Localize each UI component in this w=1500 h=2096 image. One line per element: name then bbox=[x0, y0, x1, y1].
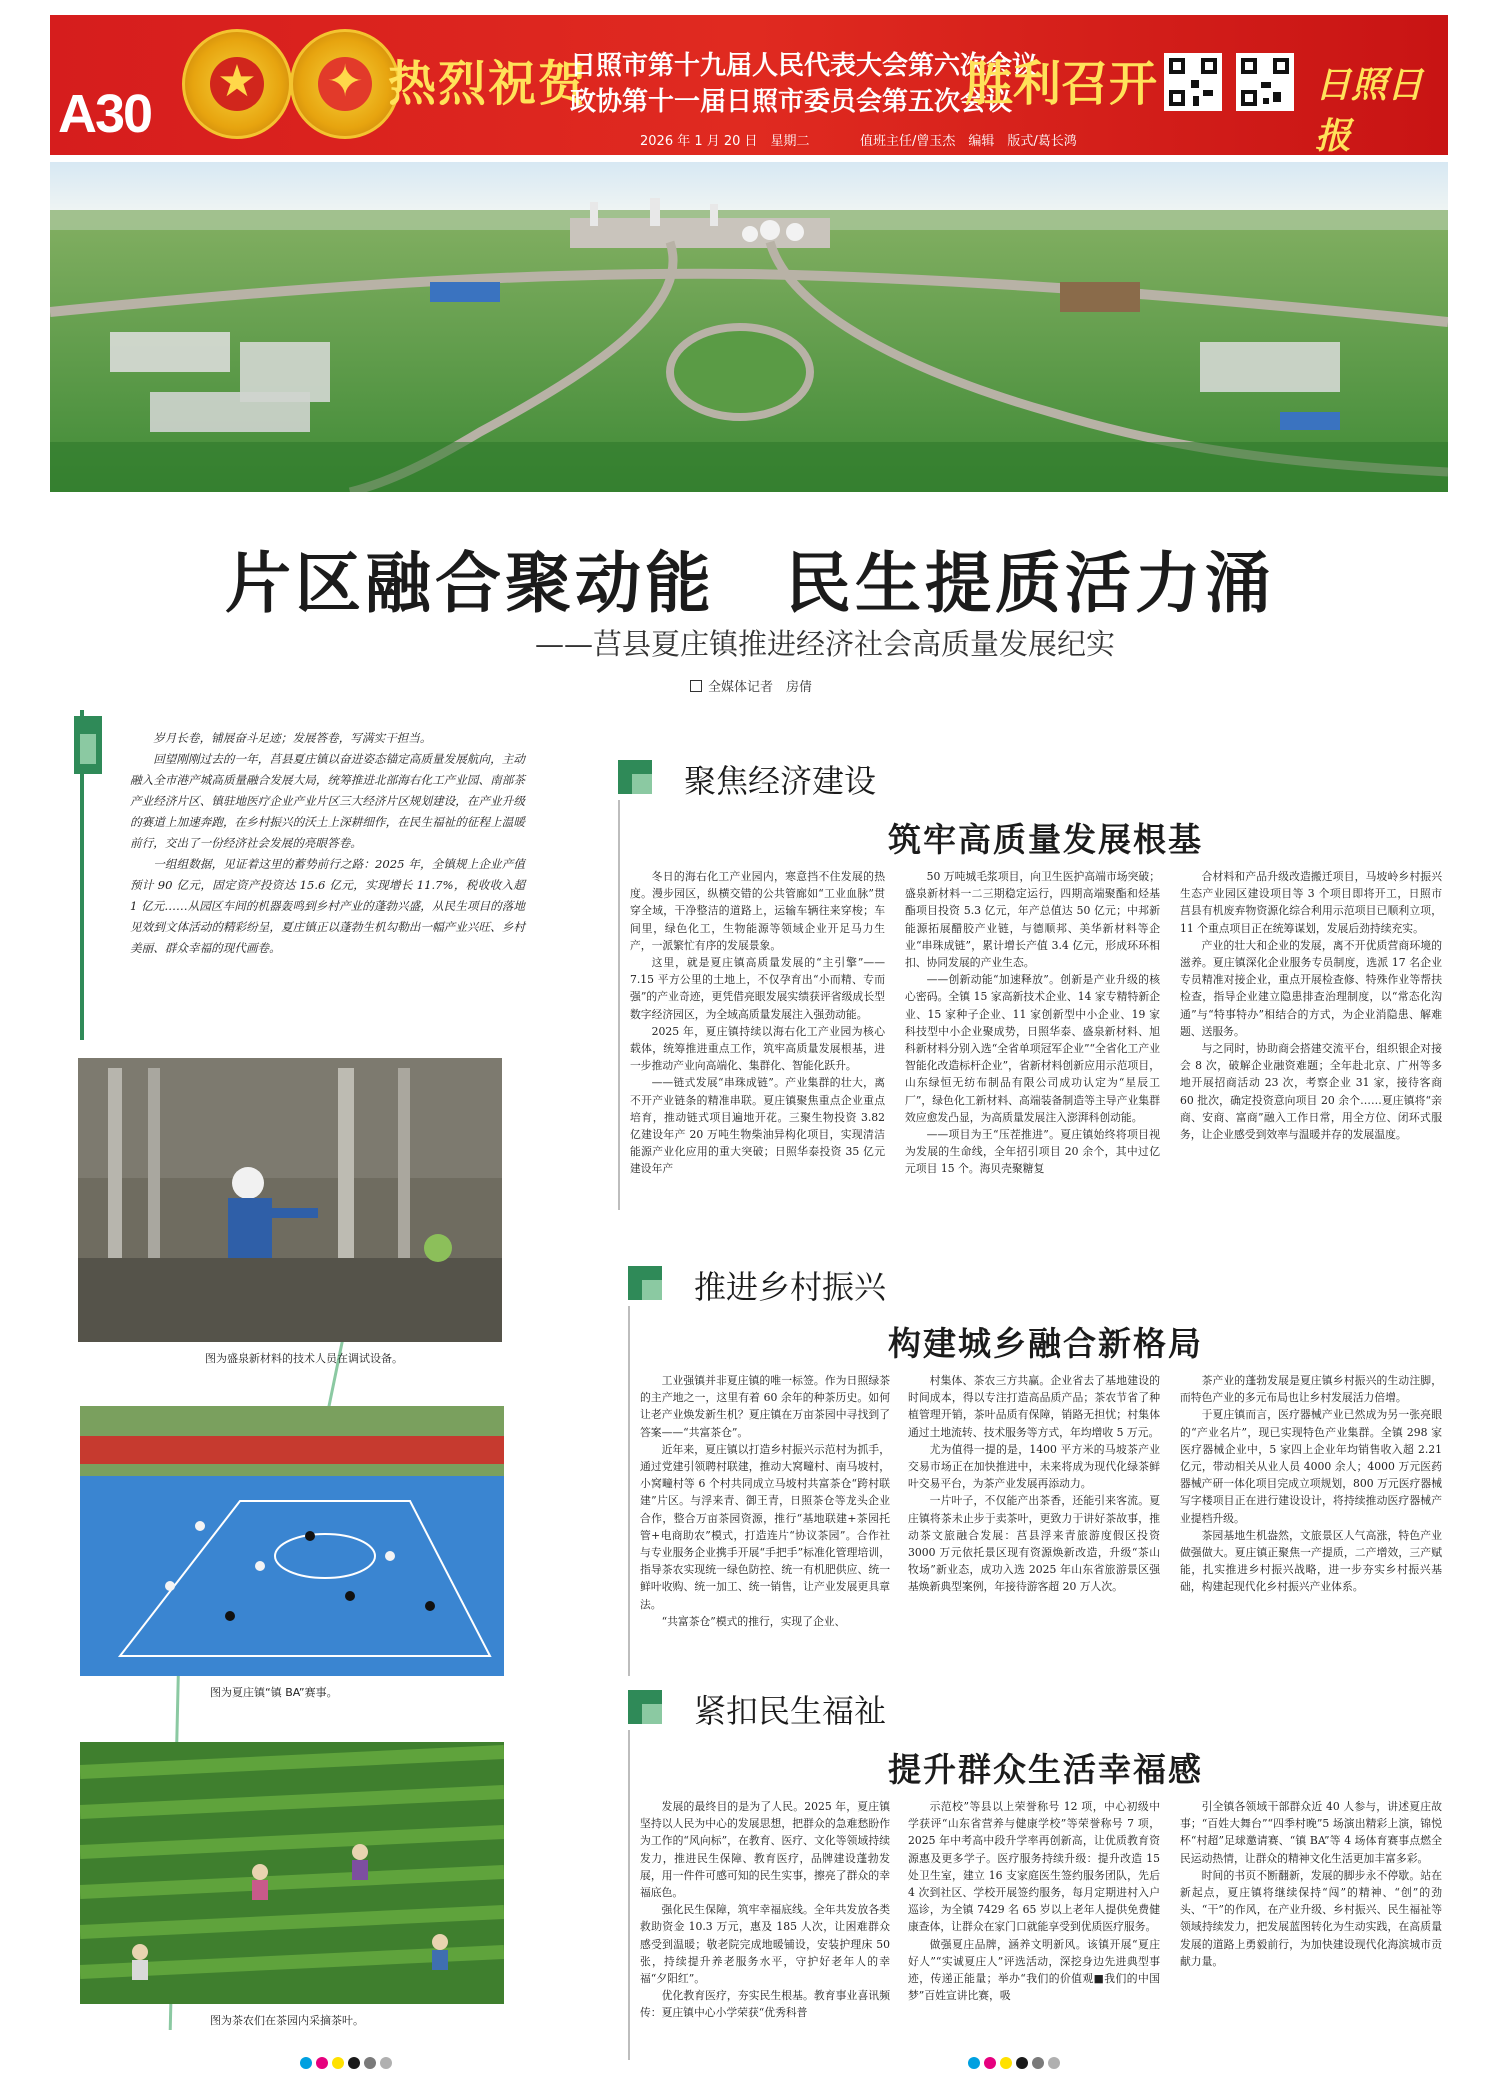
section-column bbox=[640, 1798, 890, 2038]
banner-cppcc-line: 政协第十一届日照市委员会第五次会议 bbox=[570, 87, 1013, 117]
column-text bbox=[630, 868, 885, 1178]
body-paragraph: 一片叶子，不仅能产出茶香，还能引来客流。夏庄镇将茶未止步于卖茶叶，更致力于讲好茶故事，推动茶文旅融合发展：莒县浮来青旅游度假区投资 3000 万元依托景区现有资源焕新改造，升级“茶山牧场”新业态，成功入选 2025 年山东省旅游景区强基焕新典型案例，年接待游客超 20 万人次。 bbox=[908, 1494, 1160, 1594]
intro-marker-accent bbox=[80, 734, 96, 764]
photo-technician bbox=[78, 1058, 502, 1342]
body-paragraph: 与之同时，协助商会搭建交流平台，组织银企对接会 8 次，破解企业融资难题；全年赴北京、广州等多地开展招商活动 23 次，考察企业 31 家，接待客商 60 批次，确定投资意向项目 20 余个……夏庄镇将“亲商、安商、富商”融入工作日常，用全方位、闭环式服务，让企业感受到效率与温暖并存的发展温度。 bbox=[1180, 1042, 1442, 1142]
print-registration-marks bbox=[300, 2054, 396, 2073]
intro-text bbox=[130, 728, 525, 959]
section-column bbox=[1180, 1798, 1442, 2038]
article-headline: 片区融合聚动能 民生提质活力涌 bbox=[225, 545, 1275, 622]
photo-caption: 图为夏庄镇“镇 BA”赛事。 bbox=[210, 1686, 338, 1699]
byline-text: 全媒体记者 房倩 bbox=[708, 680, 813, 695]
section-column bbox=[640, 1372, 890, 1630]
body-paragraph: 近年来，夏庄镇以打造乡村振兴示范村为抓手，通过党建引领聘村联建，推动大窝疃村、南马坡村，小窝疃村等 6 个村共同成立马坡村共富茶仓“跨村联建”片区。与浮来青、御王青，日照茶仓等龙头企业合作，整合万亩茶园资源，推行“基地联建+茶园托管+电商助农”模式，打造连片“协议茶园”。合作社与专业服务企业携手开展“手把手”标准化管理培训，指导茶农实现统一绿色防控、统一有机肥供应、统一鲜叶收购、统一加工、统一销售，让产业发展更具章法。 bbox=[640, 1442, 890, 1611]
national-emblem-icon: ★ bbox=[182, 29, 292, 139]
photo-tea-garden bbox=[80, 1742, 504, 2004]
body-paragraph: 工业强镇并非夏庄镇的唯一标签。作为日照绿茶的主产地之一，这里有着 60 余年的种茶历史。如何让老产业焕发新生机？夏庄镇在万亩茶园中寻找到了答案——“共富茶仓”。 bbox=[640, 1374, 890, 1439]
issue-date: 2026 年 1 月 20 日 星期二 bbox=[640, 134, 810, 149]
body-paragraph: 这里，就是夏庄镇高质量发展的“主引擎”——7.15 平方公里的土地上，不仅孕育出“小而精、专而强”的产业奇迹，更凭借亮眼发展实绩获评省级成长型数字经济园区，为全域高质量发展注入强劲动能。 bbox=[630, 956, 885, 1021]
intro-paragraph: 回望刚刚过去的一年，莒县夏庄镇以奋进姿态锚定高质量发展航向，主动融入全市港产城高质量融合发展大局，统筹推进北部海右化工产业园、南部茶产业经济片区、镇驻地医疗企业产业片区三大经济片区规划建设，在产业升级的赛道上加速奔跑，在乡村振兴的沃土上深耕细作，在民生福祉的征程上温暖前行，交出了一份经济社会发展的亮眼答卷。 bbox=[130, 752, 525, 850]
qr-code-icon[interactable] bbox=[1164, 53, 1222, 111]
section-column bbox=[908, 1798, 1160, 2038]
section-column bbox=[630, 868, 885, 1220]
column-text bbox=[908, 1372, 1160, 1596]
body-paragraph: ——项目为王“压茬推进”。夏庄镇始终将项目视为发展的生命线，全年招引项目 20 余个，其中过亿元项目 15 个。海贝壳聚糖复 bbox=[905, 1128, 1160, 1176]
body-paragraph: 于夏庄镇而言，医疗器械产业已然成为另一张亮眼的“产业名片”，现已实现特色产业集群。全镇 298 家医疗器械企业中，5 家四上企业年均销售收入超 2.21 亿元，带动相关从业人员 4000 余人；4000 万元医药器械产研一体化项目完成立项规划，800 万元医疗器械写字楼项目正在进行建设设计，将持续推动医疗器械产业提档升级。 bbox=[1180, 1408, 1442, 1525]
intro-paragraph: 一组组数据，见证着这里的蓄势前行之路：2025 年，全镇规上企业产值预计 90 亿元，固定资产投资达 15.6 亿元，实现增长 11.7%，税收收入超 1 亿元……从园区车间的机器轰鸣到乡村产业的蓬勃兴盛，从民生项目的落地见效到文体活动的精彩纷呈，夏庄镇正以蓬勃生机勾勒出一幅产业兴旺、乡村美丽、群众幸福的现代画卷。 bbox=[130, 857, 525, 955]
section-column bbox=[908, 1372, 1160, 1630]
section-heading-text: 紧扣民生福祉 bbox=[694, 1692, 887, 1730]
article-subheadline: ——莒县夏庄镇推进经济社会高质量发展纪实 bbox=[534, 627, 1115, 661]
tea-garden-photo-image bbox=[80, 1742, 504, 2004]
intro-box bbox=[80, 710, 535, 1040]
body-paragraph: 尤为值得一提的是，1400 平方米的马坡茶产业交易市场正在加快推进中，未来将成为现代化绿茶鲜叶交易平台，为茶产业发展再添动力。 bbox=[908, 1442, 1160, 1491]
technician-photo-image bbox=[78, 1058, 502, 1342]
body-paragraph: 示范校”等县以上荣誉称号 12 项，中心初级中学获评“山东省营养与健康学校”等荣誉称号 7 项，2025 年中考高中段升学率再创新高，让优质教育资源惠及更多学子。医疗服务持续升级：提升改造 15 处卫生室，建立 16 支家庭医生签约服务团队，先后 4 次到社区、学校开展签约服务，每月定期进村入户巡诊，为全镇 7429 名 65 岁以上老年人提供免费健康查体，让群众在家门口就能享受到优质医疗服务。 bbox=[908, 1800, 1160, 1934]
section-subheading: 提升群众生活幸福感 bbox=[888, 1750, 1203, 1789]
hero-aerial-photo bbox=[50, 162, 1448, 492]
banner-congress-line: 日照市第十九届人民代表大会第六次会议 bbox=[570, 51, 1039, 81]
masthead-banner bbox=[50, 15, 1448, 155]
body-paragraph: 产业的壮大和企业的发展，离不开优质营商环境的滋养。夏庄镇深化企业服务专员制度，选派 17 名企业专员精准对接企业，重点开展检查修、特殊作业等帮扶检查，指导企业建立隐患排查治理制度，以“常态化沟通”与“特事特办”相结合的方式，为企业消隐患、解难题、送服务。 bbox=[1180, 938, 1442, 1038]
section-subheading: 筑牢高质量发展根基 bbox=[888, 820, 1203, 859]
body-paragraph: ——创新动能“加速释放”。创新是产业升级的核心密码。全镇 15 家高新技术企业、14 家专精特新企业、15 家种子企业、11 家创新型中小企业、19 家科技型中小企业聚成势，日照华泰、盛泉新材料、旭科新材料分别入选“全省单项冠军企业”“全省化工产业智能化改造标杆企业”，省新材料创新应用示范项目，山东绿恒无纺布制品有限公司成功认定为“星辰工厂”，绿色化工新材料、高端装备制造等主导产业集群效应愈发凸显，为高质量发展注入澎湃科创动能。 bbox=[905, 973, 1160, 1124]
photo-caption: 图为盛泉新材料的技术人员在调试设备。 bbox=[205, 1352, 403, 1365]
intro-paragraph: 岁月长卷，铺展奋斗足迹；发展答卷，写满实干担当。 bbox=[153, 731, 432, 745]
newspaper-logo: 日照日报 bbox=[1315, 64, 1424, 157]
column-text bbox=[1180, 1798, 1442, 1970]
section-subheading: 构建城乡融合新格局 bbox=[888, 1324, 1203, 1363]
body-paragraph: 强化民生保障，筑牢幸福底线。全年共发放各类救助资金 10.3 万元，惠及 185 人次，让困难群众感受到温暖；敬老院完成地暖铺设，安装护理床 50 张，持续提升养老服务水平，守护好老年人的幸福“夕阳红”。 bbox=[640, 1903, 890, 1986]
qr-code-icon[interactable] bbox=[1236, 53, 1294, 111]
editor-credits: 值班主任/曾玉杰 编辑 版式/葛长鸿 bbox=[860, 134, 1077, 149]
print-registration-marks bbox=[968, 2054, 1064, 2073]
section-heading-text: 推进乡村振兴 bbox=[694, 1268, 887, 1306]
body-paragraph: 2025 年，夏庄镇持续以海右化工产业园为核心载体，统筹推进重点工作，筑牢高质量发展根基，进一步推动产业向高端化、集群化、智能化跃升。 bbox=[630, 1024, 885, 1073]
section-heading-text: 聚焦经济建设 bbox=[684, 762, 877, 800]
photo-basketball bbox=[80, 1406, 504, 1676]
column-text bbox=[908, 1798, 1160, 2004]
byline-box-icon bbox=[690, 680, 702, 692]
banner-greeting: 热烈祝贺 bbox=[388, 56, 589, 112]
body-paragraph: 做强夏庄品牌，涵养文明新风。该镇开展“夏庄好人”“实诚夏庄人”评选活动，深挖身边先进典型事迹，传递正能量；举办“我们的价值观■我们的中国梦”百姓宣讲比赛，吸 bbox=[908, 1937, 1160, 2003]
body-paragraph: 时间的书页不断翻新，发展的脚步永不停歇。站在新起点，夏庄镇将继续保持“闯”的精神、“创”的劲头、“干”的作风，在产业升级、乡村振兴、民生福祉等领域持续发力，把发展蓝图转化为生动实践，在高质量发展的道路上勇毅前行，为加快建设现代化海滨城市贡献力量。 bbox=[1180, 1868, 1442, 1968]
section-column bbox=[1180, 868, 1442, 1220]
body-paragraph: 村集体、茶农三方共赢。企业省去了基地建设的时间成本，得以专注打造高品质产品；茶农节省了种植管理开销，茶叶品质有保障，销路无担忧；村集体通过土地流转、技术服务等方式，年均增收 5 万元。 bbox=[908, 1374, 1160, 1439]
column-text bbox=[1180, 1372, 1442, 1596]
section-column bbox=[1180, 1372, 1442, 1630]
column-text bbox=[1180, 868, 1442, 1143]
column-text bbox=[640, 1372, 890, 1630]
section-column bbox=[905, 868, 1160, 1220]
body-paragraph: 发展的最终目的是为了人民。2025 年，夏庄镇坚持以人民为中心的发展思想，把群众的急难愁盼作为工作的“风向标”，在教育、医疗、文化等领域持续发力，推进民生保障、教育医疗，品牌建设蓬勃发展，用一件件可感可知的民生实事，擦亮了群众的幸福底色。 bbox=[640, 1800, 890, 1900]
byline bbox=[690, 676, 812, 695]
body-paragraph: 优化教育医疗，夯实民生根基。教育事业喜讯频传：夏庄镇中心小学荣获“优秀科普 bbox=[640, 1989, 890, 2020]
photo-caption: 图为茶农们在茶园内采摘茶叶。 bbox=[210, 2014, 364, 2027]
body-paragraph: 茶产业的蓬勃发展是夏庄镇乡村振兴的生动注脚，而特色产业的多元布局也让乡村发展活力倍增。 bbox=[1180, 1374, 1442, 1405]
body-paragraph: 合材料和产品升级改造搬迁项目，马坡岭乡村振兴生态产业园区建设项目等 3 个项目即将开工，日照市莒县有机废弃物资源化综合利用示范项目已顺利立项，11 个重点项目正在统筹谋划，发展后劲持续充实。 bbox=[1180, 870, 1442, 935]
basketball-photo-image bbox=[80, 1406, 504, 1676]
column-text bbox=[640, 1798, 890, 2022]
body-paragraph: ——链式发展“串珠成链”。产业集群的壮大，离不开产业链条的精准串联。夏庄镇聚焦重点企业重点培育，推动链式项目遍地开花。三聚生物投资 3.82 亿建设年产 20 万吨生物柴油异构化项目，实现清洁能源产业化应用的重大突破；日照华泰投资 35 亿元建设年产 bbox=[630, 1076, 885, 1176]
column-text bbox=[905, 868, 1160, 1178]
body-paragraph: 冬日的海右化工产业园内，寒意挡不住发展的热度。漫步园区，纵横交错的公共管廊如“工业血脉”贯穿全域，干净整洁的道路上，运输车辆往来穿梭；车间里，绿色化工，生物能源等领域企业开足马力生产，一派繁忙有序的发展景象。 bbox=[630, 870, 885, 952]
aerial-industrial-park-image bbox=[50, 162, 1448, 492]
body-paragraph: 50 万吨城毛浆项目，向卫生医护高端市场突破；盛泉新材料一二三期稳定运行，四期高端聚酯和烃基酯项目投资 5.3 亿元，年产总值达 50 亿元；中邦新能源拓展醋胶产业链，与德顺邦、美华新材料等企业“串珠成链”，累计增长产值 3.4 亿元，形成环环相扣、协同发展的产业生态。 bbox=[905, 870, 1160, 970]
body-paragraph: “共富茶仓”模式的推行，实现了企业、 bbox=[661, 1614, 846, 1628]
banner-victory: 胜利召开 bbox=[965, 56, 1158, 112]
page-number: A30 bbox=[58, 84, 152, 144]
cppcc-emblem-icon: ✦ bbox=[290, 29, 400, 139]
body-paragraph: 茶园基地生机盎然，文旅景区人气高涨，特色产业做强做大。夏庄镇正聚焦一产提质，二产增效，三产赋能，扎实推进乡村振兴战略，进一步夯实乡村振兴基础，构建起现代化乡村振兴产业体系。 bbox=[1180, 1528, 1442, 1594]
body-paragraph: 引全镇各领域干部群众近 40 人参与，讲述夏庄故事；“百姓大舞台”“四季村晚”5 场演出精彩上演，锦悦杯“村超”足球邀请赛、“镇 BA”等 4 场体育赛事点燃全民运动热情，让群众的精神文化生活更加丰富多彩。 bbox=[1180, 1800, 1442, 1865]
